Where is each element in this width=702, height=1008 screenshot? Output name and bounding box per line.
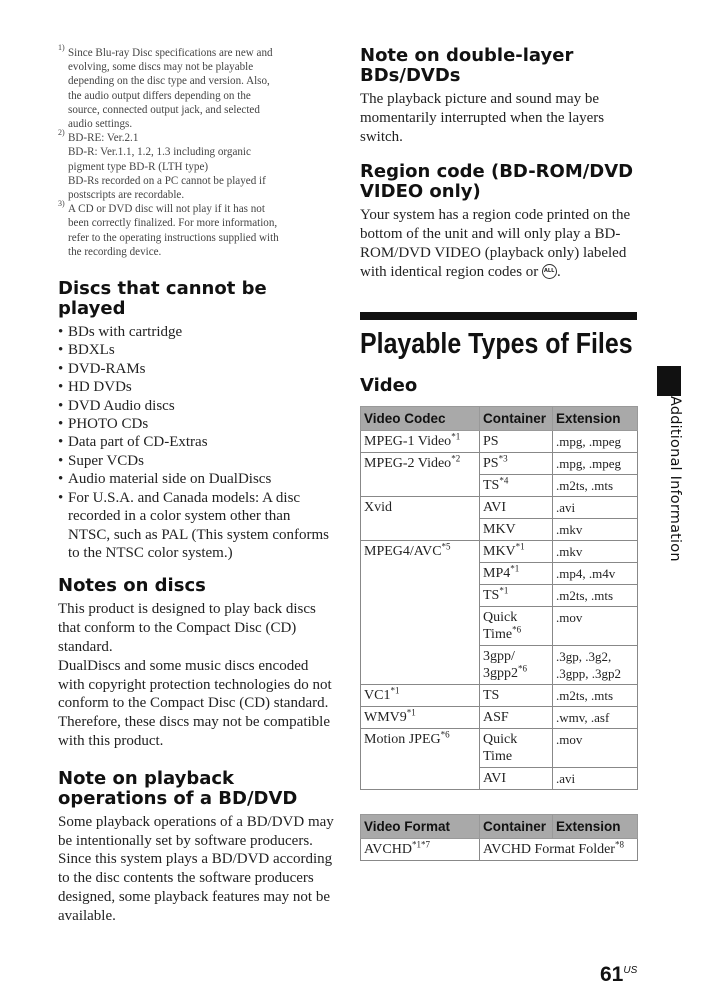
footnote-1: [58, 43, 336, 131]
playback-ops-paragraph: Some playback operations of a BD/DVD may be intentionally set by software producers. Since this system plays a BD/DVD according to the disc contents the software producers designed, some playback features may not be available.: [58, 813, 334, 924]
table-row: [361, 496, 638, 518]
container-cell: TS$^{*4}$: [480, 474, 553, 496]
table-row: [361, 452, 638, 474]
list-item: • DVD Audio discs: [58, 397, 336, 415]
codec-cell: [361, 518, 480, 540]
list-item: • HD DVDs: [58, 378, 336, 396]
column-header: Container: [480, 406, 553, 430]
footnote-line: audio settings.: [68, 118, 133, 131]
table-row: [361, 474, 638, 496]
table-row: [361, 728, 638, 767]
video-heading: Video: [360, 374, 418, 396]
codec-cell: MPEG-2 Video$^{*2}$: [361, 452, 480, 474]
table-row: [361, 518, 638, 540]
region-text: Your system has a region code printed on the bottom of the unit and will only play a BD-ROM/DVD VIDEO (playback only) labeled with identical region codes or: [360, 207, 631, 280]
container-cell: PS$^{*3}$: [480, 452, 553, 474]
container-cell: TS$^{*1}$: [480, 584, 553, 606]
playback-ops-heading: Note on playback operations of a BD/DVD: [58, 767, 298, 809]
column-header: Video Format: [361, 814, 480, 838]
footnote-line: been correctly finalized. For more information,: [68, 217, 278, 230]
table-row: [361, 706, 638, 728]
list-item: • Audio material side on DualDiscs: [58, 470, 336, 488]
footnote-line: the audio output differs depending on the: [68, 89, 251, 102]
playable-types-title: Playable Types of Files: [360, 327, 633, 360]
format-cell: $AVCHD^{*1*7}$: [361, 838, 480, 860]
discs-cannot-list: [58, 323, 336, 562]
codec-cell: [361, 474, 480, 496]
footnote-marker: 2): [58, 128, 65, 138]
list-item: • PHOTO CDs: [58, 415, 336, 433]
container-cell: TS: [480, 684, 553, 706]
column-header: Video Codec: [361, 406, 480, 430]
container-cell: MKV: [480, 518, 553, 540]
region-heading: Region code (BD-ROM/DVD VIDEO only): [360, 161, 634, 203]
column-header: Extension: [553, 406, 638, 430]
list-item: • BDs with cartridge: [58, 323, 336, 341]
container-cell: PS: [480, 430, 553, 452]
codec-cell: [361, 562, 480, 584]
table-row: [361, 684, 638, 706]
list-item: • For U.S.A. and Canada models: A disc recorded in a color system other than NTSC, such as PAL (This system conforms to the NTSC color system.): [58, 489, 336, 563]
codec-cell: MPEG-1 Video$^{*1}$: [361, 430, 480, 452]
region-all-icon: [542, 264, 557, 279]
extension-cell: .mpg, .mpeg: [553, 430, 638, 452]
container-cell: Quick Time: [480, 728, 553, 767]
notes-discs-paragraph-1: This product is designed to play back discs that conform to the Compact Disc (CD) standard.: [58, 601, 316, 655]
extension-cell: .mkv: [553, 540, 638, 562]
extension-cell: .m2ts, .mts: [553, 474, 638, 496]
column-header: Container: [480, 814, 553, 838]
footnote-line: pigment type BD-R (LTH type): [68, 160, 209, 173]
container-cell: AVCHD Format Folder$^{*8}$: [480, 838, 638, 860]
footnote-line: postscripts are recordable.: [68, 189, 185, 202]
container-cell: AVI: [480, 496, 553, 518]
footnote-line: Since Blu-ray Disc specifications are new and: [68, 47, 273, 59]
footnote-line: A CD or DVD disc will not play if it has not: [68, 203, 265, 216]
codec-cell: VC1$^{*1}$: [361, 684, 480, 706]
region-paragraph: [360, 206, 640, 281]
video-format-table: [360, 814, 638, 861]
container-cell: MKV$^{*1}$: [480, 540, 553, 562]
right-column: [360, 46, 640, 861]
extension-cell: .avi: [553, 496, 638, 518]
extension-cell: .avi: [553, 767, 638, 789]
footnote-line: source, connected output jack, and selected: [68, 103, 260, 116]
double-layer-heading: Note on double-layer BDs/DVDs: [360, 45, 574, 86]
table-row: [361, 540, 638, 562]
extension-cell: .m2ts, .mts: [553, 584, 638, 606]
list-item: • Data part of CD-Extras: [58, 433, 336, 451]
page-number: $61^{US}$: [600, 963, 638, 986]
table-row: [361, 838, 638, 860]
footnote-marker: 3): [58, 199, 65, 209]
section-divider: [360, 312, 637, 320]
footnote-line: evolving, some discs may not be playable: [68, 61, 254, 74]
extension-cell: .mov: [553, 606, 638, 645]
extension-cell: .mpg, .mpeg: [553, 452, 638, 474]
codec-cell: [361, 767, 480, 789]
footnote-line: refer to the operating instructions supplied with: [68, 231, 279, 244]
list-item: • BDXLs: [58, 341, 336, 359]
region-end: .: [557, 263, 561, 280]
table-row: [361, 606, 638, 645]
footnote-2: [58, 128, 336, 202]
double-layer-paragraph: The playback picture and sound may be momentarily interrupted when the layers switch.: [360, 91, 605, 145]
table-row: [361, 430, 638, 452]
extension-cell: .mkv: [553, 518, 638, 540]
table-row: [361, 562, 638, 584]
extension-cell: .wmv, .asf: [553, 706, 638, 728]
extension-cell: .3gp, .3g2, .3gpp, .3gp2: [553, 645, 638, 684]
extension-cell: .mov: [553, 728, 638, 767]
extension-cell: .m2ts, .mts: [553, 684, 638, 706]
codec-cell: Motion JPEG$^{*6}$: [361, 728, 480, 767]
footnote-3: [58, 199, 336, 259]
container-cell: Quick Time$^{*6}$: [480, 606, 553, 645]
discs-cannot-heading: Discs that cannot be played: [58, 278, 267, 320]
codec-cell: [361, 606, 480, 645]
codec-cell: MPEG4/AVC$^{*5}$: [361, 540, 480, 562]
footnote-line: BD-Rs recorded on a PC cannot be played if: [68, 174, 266, 187]
side-section-label: Additional Information: [667, 396, 683, 562]
container-cell: MP4$^{*1}$: [480, 562, 553, 584]
footnote-line: the recording device.: [68, 245, 162, 258]
list-item: • Super VCDs: [58, 452, 336, 470]
container-cell: ASF: [480, 706, 553, 728]
codec-cell: WMV9$^{*1}$: [361, 706, 480, 728]
table-header-row: [361, 814, 638, 838]
extension-cell: .mp4, .m4v: [553, 562, 638, 584]
footnote-line: depending on the disc type and version. Also,: [68, 75, 270, 88]
codec-cell: [361, 645, 480, 684]
notes-discs-paragraph-2: DualDiscs and some music discs encoded with copyright protection technologies do not conform to the Compact Disc (CD) standard. Therefore, these discs may not be compatible with this product.: [58, 657, 332, 749]
list-item: • DVD-RAMs: [58, 360, 336, 378]
video-codec-table: [360, 406, 638, 790]
table-row: [361, 584, 638, 606]
notes-discs-heading: Notes on discs: [58, 575, 206, 597]
column-header: Extension: [553, 814, 638, 838]
table-header-row: [361, 406, 638, 430]
codec-cell: Xvid: [361, 496, 480, 518]
left-column: [58, 43, 336, 925]
container-cell: 3gpp/ 3gpp2$^{*6}$: [480, 645, 553, 684]
section-tab-marker: [657, 366, 681, 396]
footnote-line: BD-RE: Ver.2.1: [68, 132, 139, 145]
table-row: [361, 645, 638, 684]
footnote-line: BD-R: Ver.1.1, 1.2, 1.3 including organic: [68, 146, 251, 159]
container-cell: AVI: [480, 767, 553, 789]
codec-cell: [361, 584, 480, 606]
footnote-marker: 1): [58, 43, 65, 52]
table-row: [361, 767, 638, 789]
